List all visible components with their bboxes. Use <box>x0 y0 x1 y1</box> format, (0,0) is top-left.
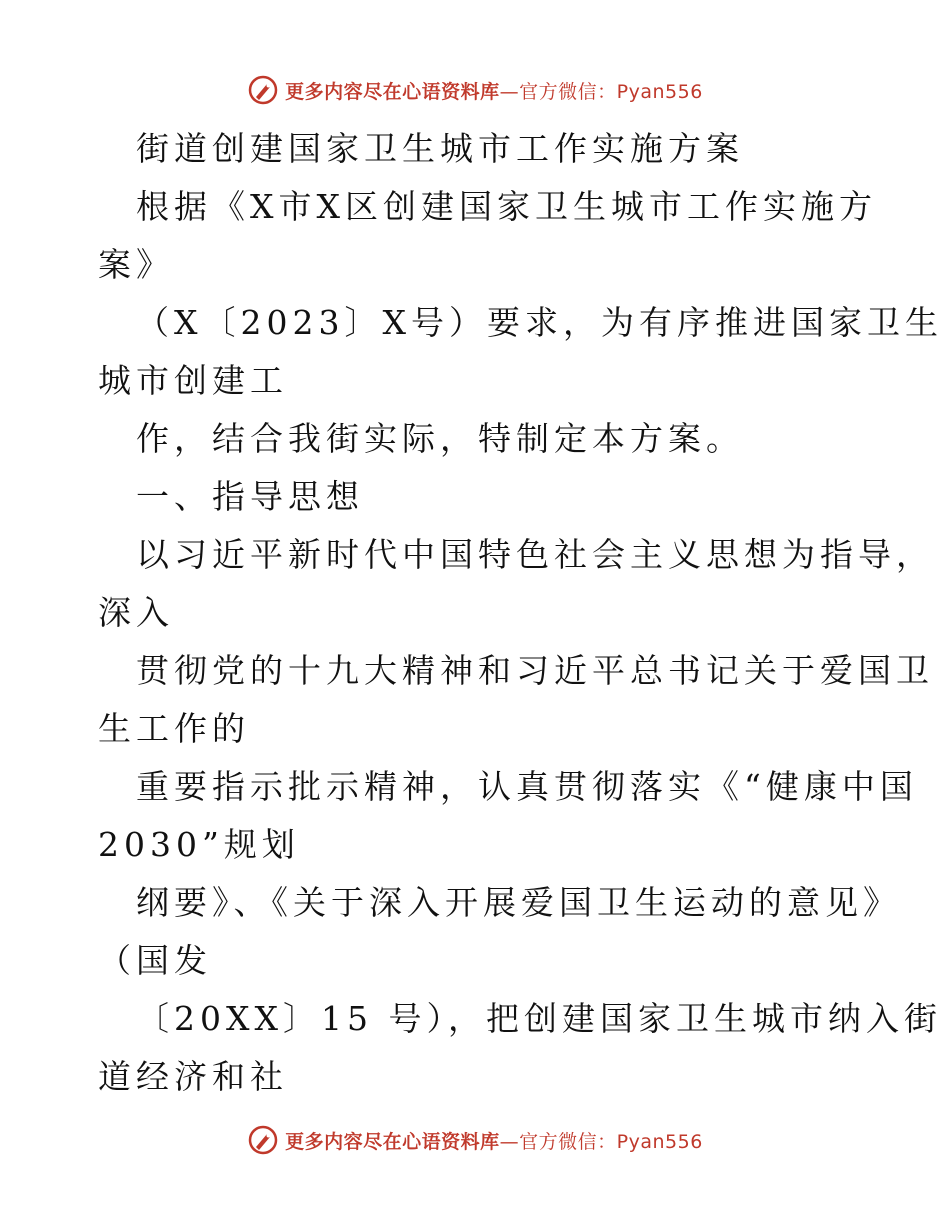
text-line: 作，结合我街实际，特制定本方案。 <box>136 419 744 458</box>
watermark-main-text: 更多内容尽在心语资料库 <box>285 80 500 103</box>
watermark-main-text: 更多内容尽在心语资料库 <box>285 1130 500 1153</box>
text-line: 案》 <box>98 245 174 284</box>
text-line: 贯彻党的十九大精神和习近平总书记关于爱国卫 <box>136 651 934 690</box>
footer-watermark <box>0 1122 950 1158</box>
text-line: 道经济和社 <box>98 1057 288 1096</box>
watermark-sub-text: —官方微信：Pyan556 <box>499 80 703 103</box>
text-line: 纲要》、《关于深入开展爱国卫生运动的意见》 <box>136 883 901 922</box>
document-title: 街道创建国家卫生城市工作实施方案 <box>136 129 744 168</box>
section-heading: 一、指导思想 <box>136 477 364 516</box>
text-line: （国发 <box>98 941 212 980</box>
header-watermark <box>0 72 950 108</box>
watermark-sub-text: —官方微信：Pyan556 <box>499 1130 703 1153</box>
text-line: 重要指示批示精神，认真贯彻落实《“健康中国 <box>136 767 918 806</box>
pen-logo-icon <box>247 1124 279 1156</box>
text-line: 城市创建工 <box>98 361 288 400</box>
text-line: 深入 <box>98 593 174 632</box>
text-line: 以习近平新时代中国特色社会主义思想为指导， <box>136 535 934 574</box>
text-line: 生工作的 <box>98 709 250 748</box>
document-body <box>98 120 943 1106</box>
text-line: 2030”规划 <box>98 825 300 864</box>
text-line: （X〔2023〕X号）要求，为有序推进国家卫生 <box>136 303 943 342</box>
text-line: 〔20XX〕15 号），把创建国家卫生城市纳入街 <box>136 999 942 1038</box>
pen-logo-icon <box>247 74 279 106</box>
text-line: 根据《X市X区创建国家卫生城市工作实施方 <box>136 187 877 226</box>
